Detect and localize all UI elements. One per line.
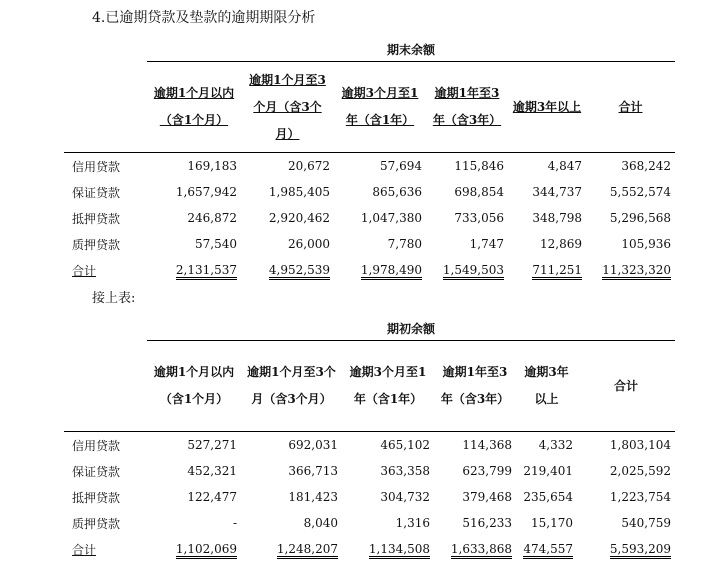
total-row — [64, 257, 675, 283]
cell: 114,368 — [462, 438, 512, 452]
column-header: 逾期1个月以内（含1个月） — [153, 86, 235, 127]
table-caption: 期初余额 — [147, 316, 675, 341]
section-title: 4.已逾期贷款及垫款的逾期期限分析 — [92, 10, 316, 26]
row-label: 抵押贷款 — [72, 211, 121, 226]
cell: 1,549,503 — [426, 257, 508, 283]
closing-balance-table — [64, 37, 675, 283]
cell: 711,251 — [508, 257, 586, 283]
cell: 57,694 — [380, 159, 422, 173]
header-row — [64, 341, 675, 432]
table-row — [64, 432, 675, 459]
column-header: 逾期3个月至1年（含1年） — [349, 365, 427, 406]
row-label: 合计 — [72, 542, 97, 557]
cell: 7,780 — [387, 237, 422, 251]
cell: 8,040 — [303, 516, 338, 530]
table-row — [64, 205, 675, 231]
column-header: 逾期1年至3年（含3年） — [440, 365, 510, 406]
cell: 540,759 — [621, 516, 671, 530]
cell: 20,672 — [288, 159, 330, 173]
cell: 5,552,574 — [609, 185, 671, 199]
column-header: 逾期1个月至3个月（含3个月） — [249, 72, 326, 141]
total-row — [64, 536, 675, 562]
column-header: 逾期3年以上 — [524, 365, 569, 406]
column-header: 逾期1年至3年（含3年） — [432, 86, 502, 127]
table-row — [64, 484, 675, 510]
cell: 2,025,592 — [609, 464, 671, 478]
cell: 5,296,568 — [609, 211, 671, 225]
cell: 733,056 — [454, 211, 504, 225]
cell: 1,803,104 — [609, 438, 671, 452]
cell: 105,936 — [621, 237, 671, 251]
cell: 379,468 — [462, 490, 512, 504]
column-header: 逾期1个月以内（含1个月） — [153, 365, 235, 406]
cell: 1,248,207 — [241, 536, 342, 562]
row-label: 质押贷款 — [72, 237, 121, 252]
cell: 4,332 — [538, 438, 573, 452]
cell: 1,047,380 — [360, 211, 422, 225]
column-header: 合计 — [613, 378, 638, 393]
table-row — [64, 153, 675, 180]
cell: 169,183 — [187, 159, 237, 173]
cell: 4,847 — [547, 159, 582, 173]
row-label: 合计 — [72, 263, 97, 278]
cell: 26,000 — [288, 237, 330, 251]
cell: 5,593,209 — [577, 536, 675, 562]
cell: 1,657,942 — [175, 185, 237, 199]
cell: 527,271 — [187, 438, 237, 452]
cell: 1,223,754 — [609, 490, 671, 504]
table-row — [64, 231, 675, 257]
row-label: 信用贷款 — [72, 438, 121, 453]
cell: 12,869 — [540, 237, 582, 251]
cell: 366,713 — [288, 464, 338, 478]
cell: 1,633,868 — [434, 536, 516, 562]
cell: 246,872 — [187, 211, 237, 225]
cell: 344,737 — [532, 185, 582, 199]
cell: 692,031 — [288, 438, 338, 452]
column-header: 合计 — [618, 99, 643, 114]
cell: 1,316 — [395, 516, 430, 530]
cell: 181,423 — [288, 490, 338, 504]
cell: 11,323,320 — [586, 257, 675, 283]
cell: 516,233 — [462, 516, 512, 530]
cell: 1,985,405 — [268, 185, 330, 199]
cell: 865,636 — [372, 185, 422, 199]
cell: 1,747 — [469, 237, 504, 251]
cell: 2,920,462 — [268, 211, 330, 225]
cell: 15,170 — [531, 516, 573, 530]
header-row — [64, 62, 675, 153]
cell: 219,401 — [523, 464, 573, 478]
cell: 1,978,490 — [334, 257, 426, 283]
column-header: 逾期3年以上 — [512, 99, 582, 114]
row-label: 保证贷款 — [72, 464, 121, 479]
row-label: 质押贷款 — [72, 516, 121, 531]
column-header: 逾期3个月至1年（含1年） — [341, 86, 419, 127]
row-label: 抵押贷款 — [72, 490, 121, 505]
cell: 304,732 — [380, 490, 430, 504]
cell: 623,799 — [462, 464, 512, 478]
opening-balance-table — [64, 316, 675, 562]
table-row — [64, 510, 675, 536]
table-row — [64, 458, 675, 484]
cell: 698,854 — [454, 185, 504, 199]
cell: 57,540 — [195, 237, 237, 251]
cell: 1,134,508 — [342, 536, 434, 562]
cell: 474,557 — [516, 536, 577, 562]
cell: 348,798 — [532, 211, 582, 225]
row-label: 保证贷款 — [72, 185, 121, 200]
table-row — [64, 179, 675, 205]
table-caption: 期末余额 — [147, 37, 675, 62]
cell: - — [232, 516, 237, 530]
cell: 1,102,069 — [147, 536, 241, 562]
cell: 115,846 — [454, 159, 504, 173]
cell: 2,131,537 — [147, 257, 241, 283]
cell: 465,102 — [380, 438, 430, 452]
cell: 368,242 — [621, 159, 671, 173]
cell: 452,321 — [187, 464, 237, 478]
row-label: 信用贷款 — [72, 159, 121, 174]
continued-label: 接上表: — [92, 291, 136, 306]
cell: 363,358 — [380, 464, 430, 478]
column-header: 逾期1个月至3个月（含3个月） — [247, 365, 336, 406]
cell: 4,952,539 — [241, 257, 334, 283]
cell: 235,654 — [523, 490, 573, 504]
cell: 122,477 — [187, 490, 237, 504]
